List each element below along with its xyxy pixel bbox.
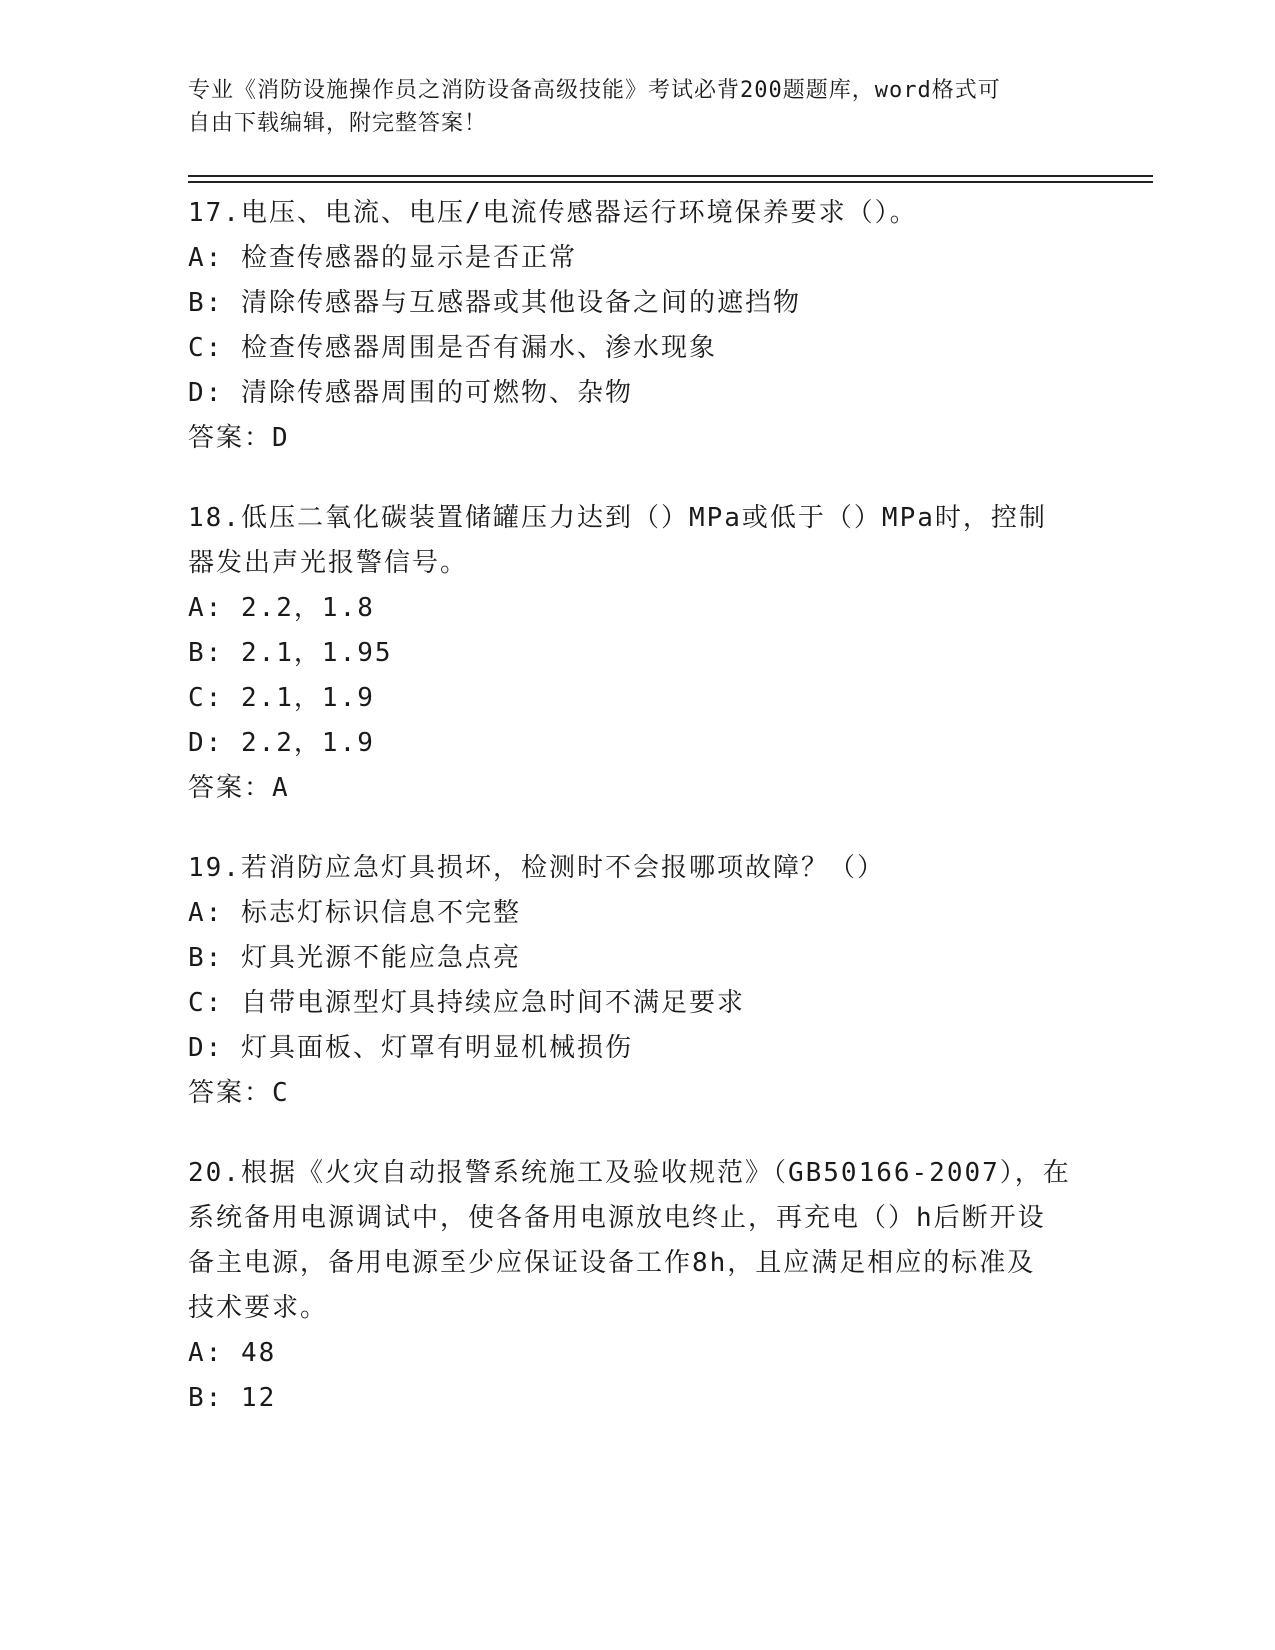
option-c: C: 2.1，1.9 <box>188 683 375 713</box>
stem-line: 系统备用电源调试中，使各备用电源放电终止，再充电（）h后断开设 <box>188 1203 1046 1233</box>
option-b: B: 清除传感器与互感器或其他设备之间的遮挡物 <box>188 288 801 318</box>
question-list <box>188 191 1088 1456</box>
option-c: C: 自带电源型灯具持续应急时间不满足要求 <box>188 988 745 1018</box>
option-a: A: 2.2，1.8 <box>188 593 375 623</box>
option-b: B: 2.1，1.95 <box>188 638 393 668</box>
option-b: B: 12 <box>188 1383 277 1413</box>
option-b: B: 灯具光源不能应急点亮 <box>188 943 521 973</box>
header-line-1: 专业《消防设施操作员之消防设备高级技能》考试必背200题题库，word格式可 <box>188 78 1001 103</box>
option-c: C: 检查传感器周围是否有漏水、渗水现象 <box>188 333 717 363</box>
option-d: D: 2.2，1.9 <box>188 728 375 758</box>
header-line-2: 自由下载编辑，附完整答案！ <box>188 111 488 136</box>
answer: 答案：D <box>188 423 290 453</box>
question-stem <box>188 1151 1088 1331</box>
stem-line: 备主电源，备用电源至少应保证设备工作8h，且应满足相应的标准及 <box>188 1248 1036 1278</box>
option-d: D: 清除传感器周围的可燃物、杂物 <box>188 378 633 408</box>
question-17 <box>188 191 1088 461</box>
answer: 答案：A <box>188 773 290 803</box>
header-divider-top <box>188 175 1153 177</box>
option-a: A: 48 <box>188 1338 277 1368</box>
question-stem <box>188 496 1088 586</box>
header-divider-bottom <box>188 181 1153 183</box>
stem-line: 18.低压二氧化碳装置储罐压力达到（）MPa或低于（）MPa时，控制 <box>188 503 1047 533</box>
option-a: A: 检查传感器的显示是否正常 <box>188 243 577 273</box>
stem-line: 器发出声光报警信号。 <box>188 548 469 578</box>
stem-line: 技术要求。 <box>188 1293 329 1323</box>
stem-line: 20.根据《火灾自动报警系统施工及验收规范》（GB50166-2007），在 <box>188 1158 1071 1188</box>
option-a: A: 标志灯标识信息不完整 <box>188 898 521 928</box>
question-stem <box>188 846 1088 891</box>
document-header <box>188 74 1068 140</box>
question-19 <box>188 846 1088 1116</box>
question-stem <box>188 191 1088 236</box>
question-20 <box>188 1151 1088 1421</box>
answer: 答案：C <box>188 1078 290 1108</box>
option-d: D: 灯具面板、灯罩有明显机械损伤 <box>188 1033 633 1063</box>
stem-line: 17.电压、电流、电压/电流传感器运行环境保养要求（）。 <box>188 198 918 228</box>
question-18 <box>188 496 1088 811</box>
stem-line: 19.若消防应急灯具损坏，检测时不会报哪项故障？（） <box>188 853 885 883</box>
